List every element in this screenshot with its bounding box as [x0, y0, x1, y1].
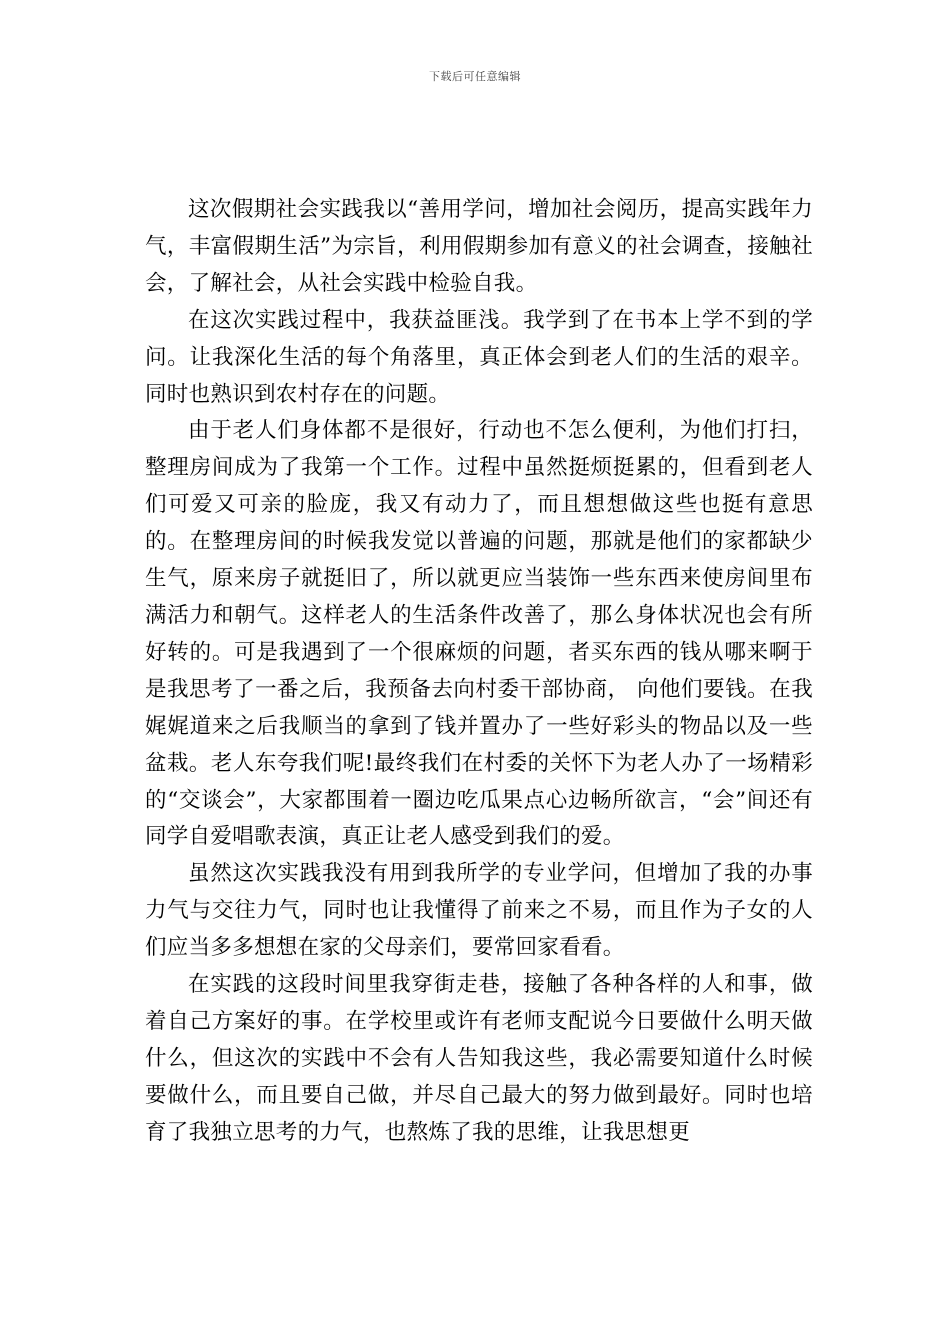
header-note: 下载后可任意编辑 [429, 70, 521, 83]
paragraph: 在实践的这段时间里我穿街走巷，接触了各种各样的人和事，做着自己方案好的事。在学校里或许有老师支配说今日要做什么明天做什么，但这次的实践中不会有人告知我这些，我必需要知道什么时候要做什么，而且要自己做，并尽自己最大的努力做到最好。同时也培育了我独立思考的力气，也熬炼了我的思维，让我思想更 [145, 972, 813, 1145]
paragraph: 这次假期社会实践我以“善用学问，增加社会阅历，提高实践年力气，丰富假期生活”为宗旨，利用假期参加有意义的社会调查，接触社会，了解社会，从社会实践中检验自我。 [145, 197, 813, 296]
paragraph: 虽然这次实践我没有用到我所学的专业学问，但增加了我的办事力气与交往力气，同时也让我懂得了前来之不易，而且作为子女的人们应当多多想想在家的父母亲们，要常回家看看。 [145, 861, 813, 961]
paragraph: 在这次实践过程中，我获益匪浅。我学到了在书本上学不到的学问。让我深化生活的每个角落里，真正体会到老人们的生活的艰辛。同时也熟识到农村存在的问题。 [145, 307, 813, 407]
paragraph: 由于老人们身体都不是很好，行动也不怎么便利，为他们打扫，整理房间成为了我第一个工作。过程中虽然挺烦挺累的，但看到老人们可爱又可亲的脸庞，我又有动力了，而且想想做这些也挺有意思的。在整理房间的时候我发觉以普遍的问题，那就是他们的家都缺少生气，原来房子就挺旧了，所以就更应当装饰一些东西来使房间里布满活力和朝气。这样老人的生活条件改善了，那么身体状况也会有所好转的。可是我遇到了一个很麻烦的问题，者买东西的钱从哪来啊于是我思考了一番之后，我预备去向村委干部协商， 向他们要钱。在我娓娓道来之后我顺当的拿到了钱并置办了一些好彩头的物品以及一些盆栽。老人东夸我们呢!最终我们在村委的关怀下为老人办了一场精彩的“交谈会”，大家都围着一圈边吃瓜果点心边畅所欲言，“会”间还有同学自爱唱歌表演，真正让老人感受到我们的爱。 [145, 418, 813, 850]
document-body [145, 192, 813, 1152]
